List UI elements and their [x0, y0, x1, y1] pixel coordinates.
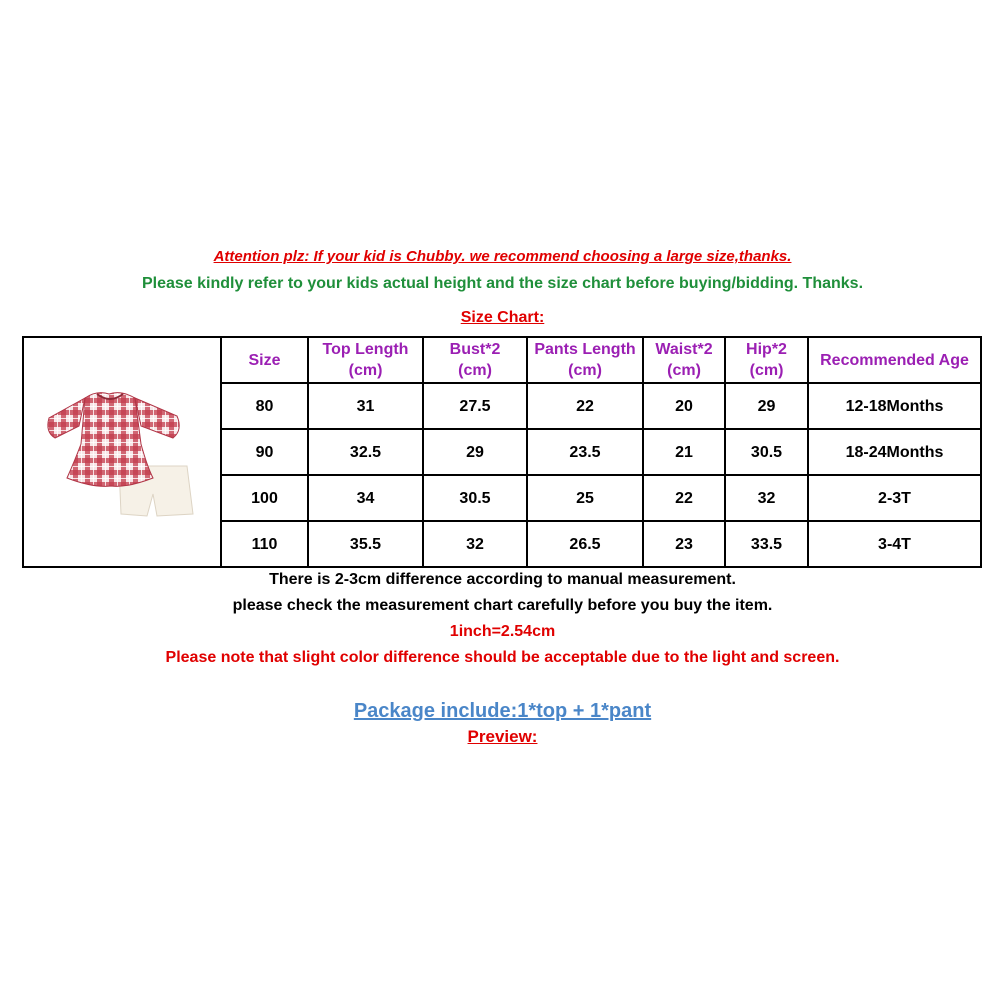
- cell-pants-length: 23.5: [527, 429, 643, 475]
- header-hip: Hip*2 (cm): [725, 337, 808, 383]
- size-chart-heading: Size Chart:: [460, 309, 545, 326]
- cell-age: 12-18Months: [808, 383, 981, 429]
- cell-top-length: 32.5: [308, 429, 423, 475]
- cell-size: 100: [221, 475, 308, 521]
- cell-age: 2-3T: [808, 475, 981, 521]
- cell-hip: 32: [725, 475, 808, 521]
- check-chart-note: please check the measurement chart carefully before you buy the item.: [232, 597, 773, 614]
- cell-pants-length: 25: [527, 475, 643, 521]
- cell-age: 18-24Months: [808, 429, 981, 475]
- cell-size: 90: [221, 429, 308, 475]
- cell-pants-length: 26.5: [527, 521, 643, 567]
- cell-hip: 30.5: [725, 429, 808, 475]
- header-bust: Bust*2 (cm): [423, 337, 527, 383]
- cell-waist: 20: [643, 383, 725, 429]
- package-contents: Package include:1*top + 1*pant: [353, 700, 652, 722]
- cell-bust: 29: [423, 429, 527, 475]
- cell-waist: 21: [643, 429, 725, 475]
- cell-hip: 33.5: [725, 521, 808, 567]
- cell-top-length: 35.5: [308, 521, 423, 567]
- size-chart-table: [22, 336, 982, 568]
- table-header-row: [23, 337, 981, 383]
- product-image: [23, 337, 221, 567]
- header-size: Size: [221, 337, 308, 383]
- header-recommended-age: Recommended Age: [808, 337, 981, 383]
- cell-bust: 30.5: [423, 475, 527, 521]
- cell-top-length: 31: [308, 383, 423, 429]
- cell-age: 3-4T: [808, 521, 981, 567]
- inch-conversion: 1inch=2.54cm: [449, 623, 556, 640]
- cell-top-length: 34: [308, 475, 423, 521]
- attention-note: Attention plz: If your kid is Chubby. we recommend choosing a large size,thanks.: [213, 248, 792, 265]
- cell-hip: 29: [725, 383, 808, 429]
- cell-size: 80: [221, 383, 308, 429]
- cell-size: 110: [221, 521, 308, 567]
- header-top-length: Top Length (cm): [308, 337, 423, 383]
- color-difference-note: Please note that slight color difference should be acceptable due to the light and screen.: [165, 649, 840, 666]
- header-pants-length: Pants Length (cm): [527, 337, 643, 383]
- plaid-outfit-icon: [37, 374, 207, 524]
- cell-bust: 27.5: [423, 383, 527, 429]
- cell-bust: 32: [423, 521, 527, 567]
- measurement-difference-note: There is 2-3cm difference according to manual measurement.: [269, 571, 736, 588]
- cell-pants-length: 22: [527, 383, 643, 429]
- height-reference-note: Please kindly refer to your kids actual height and the size chart before buying/bidding. Thanks.: [141, 275, 864, 292]
- header-waist: Waist*2 (cm): [643, 337, 725, 383]
- preview-heading: Preview:: [467, 727, 538, 746]
- cell-waist: 23: [643, 521, 725, 567]
- cell-waist: 22: [643, 475, 725, 521]
